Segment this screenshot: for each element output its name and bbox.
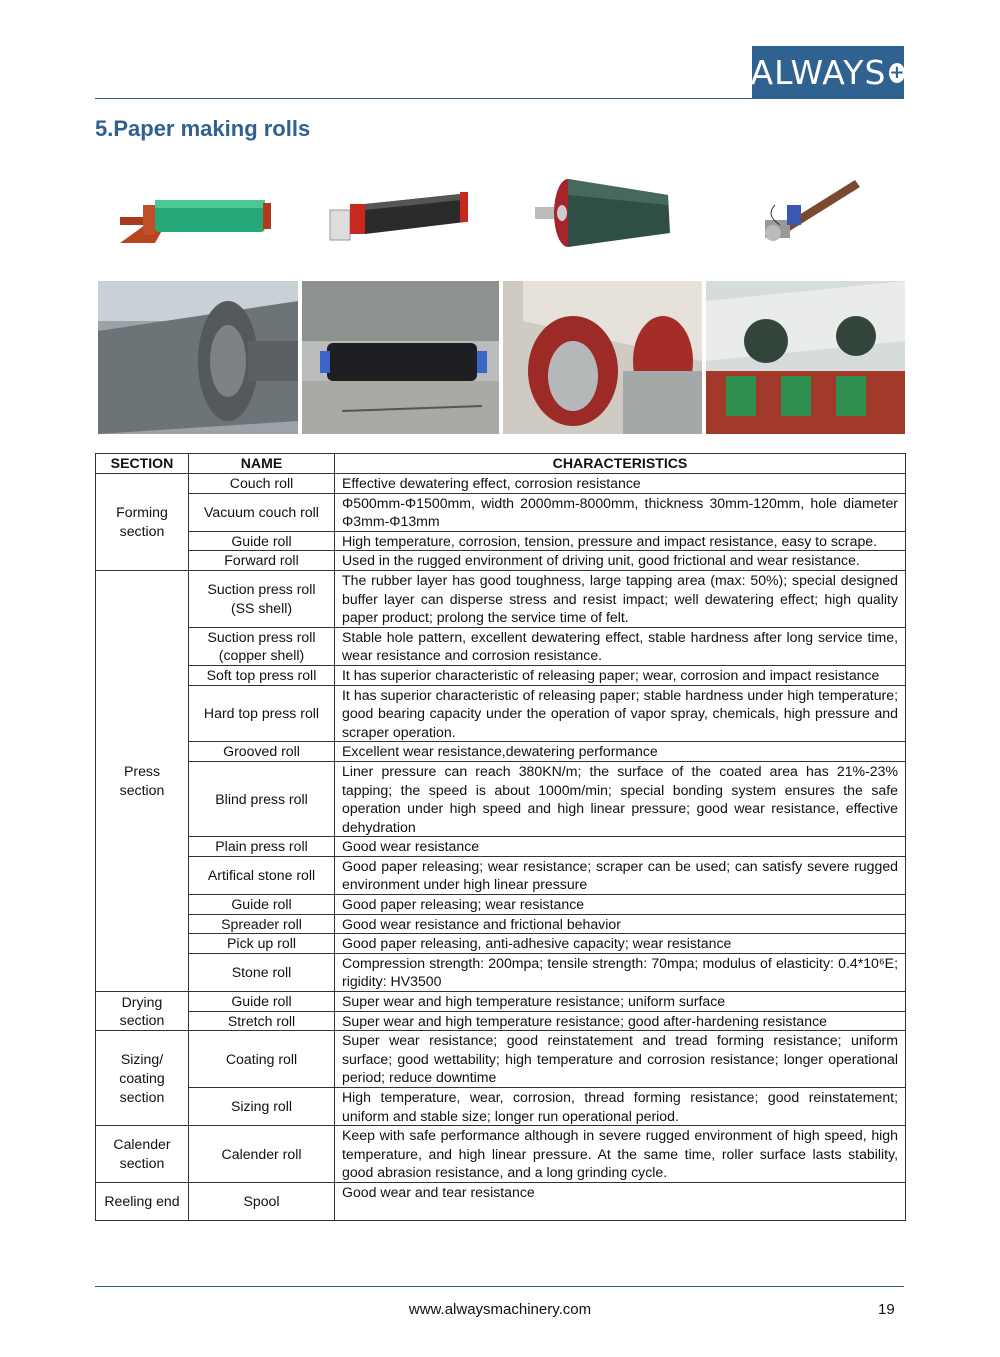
roll-name: Soft top press roll — [189, 665, 335, 685]
table-row — [96, 493, 906, 531]
roll-name: Pick up roll — [189, 934, 335, 954]
roll-name: Stretch roll — [189, 1011, 335, 1031]
roll-name: Artifical stone roll — [189, 856, 335, 894]
roll-characteristics: Good wear and tear resistance — [335, 1182, 906, 1220]
roll-characteristics: Effective dewatering effect, corrosion resistance — [335, 474, 906, 494]
footer-rule — [95, 1286, 904, 1287]
spec-table — [95, 453, 906, 1221]
roll-name: Coating roll — [189, 1031, 335, 1088]
logo-text: ALWAYS — [750, 53, 887, 92]
table-row — [96, 992, 906, 1012]
table-row — [96, 627, 906, 665]
roll-characteristics: Excellent wear resistance,dewatering performance — [335, 742, 906, 762]
roll-characteristics: Liner pressure can reach 380KN/m; the surface of the coated area has 21%-23% tapping; the speed is about 1000m/min; special bonding system ensures the safe operation under high speed and high linear pressure; good wear resistance, effective dehydration — [335, 761, 906, 836]
table-row — [96, 837, 906, 857]
section-cell: Calender section — [96, 1126, 189, 1183]
table-row — [96, 665, 906, 685]
roll-name: Couch roll — [189, 474, 335, 494]
table-row — [96, 953, 906, 991]
footer-website: www.alwaysmachinery.com — [408, 1301, 592, 1318]
table-row — [96, 761, 906, 836]
roll-characteristics: Good wear resistance and frictional behavior — [335, 914, 906, 934]
section-cell: Reeling end — [96, 1182, 189, 1220]
roll-characteristics: High temperature, corrosion, tension, pressure and impact resistance, easy to scrape. — [335, 531, 906, 551]
table-row — [96, 1011, 906, 1031]
large-roll-image — [530, 175, 680, 250]
roll-characteristics: Good paper releasing; wear resistance — [335, 895, 906, 915]
table-row — [96, 685, 906, 742]
roll-characteristics: Used in the rugged environment of driving unit, good frictional and wear resistance. — [335, 551, 906, 571]
roll-name: Stone roll — [189, 953, 335, 991]
roll-characteristics: It has superior characteristic of releasing paper; wear, corrosion and impact resistance — [335, 665, 906, 685]
roll-characteristics: High temperature, wear, corrosion, thread forming resistance; good reinstatement; uniform and stable size; longer run operational period. — [335, 1088, 906, 1126]
roll-name: Grooved roll — [189, 742, 335, 762]
table-row — [96, 1088, 906, 1126]
table-row — [96, 1031, 906, 1088]
roll-characteristics: Keep with safe performance although in severe rugged environment of high speed, high temperature, and high linear pressure. At the same time, roller surface lasts stability, good abrasion resistance, and a long grinding cycle. — [335, 1126, 906, 1183]
table-row — [96, 551, 906, 571]
section-cell: Forming section — [96, 474, 189, 571]
roll-characteristics: Good wear resistance — [335, 837, 906, 857]
header-rule — [95, 98, 752, 99]
table-row — [96, 856, 906, 894]
roll-name: Blind press roll — [189, 761, 335, 836]
roll-characteristics: Good paper releasing, anti-adhesive capacity; wear resistance — [335, 934, 906, 954]
roll-characteristics: Good paper releasing; wear resistance; scraper can be used; can satisfy severe rugged environment under high linear pressure — [335, 856, 906, 894]
header-name: NAME — [189, 454, 335, 474]
roll-name: Spool — [189, 1182, 335, 1220]
industrial-roll-photo-4 — [706, 281, 905, 434]
roll-name: Forward roll — [189, 551, 335, 571]
table-row — [96, 895, 906, 915]
roll-name: Suction press roll (SS shell) — [189, 570, 335, 627]
page-number: 19 — [878, 1301, 895, 1318]
header-section: SECTION — [96, 454, 189, 474]
roll-name: Sizing roll — [189, 1088, 335, 1126]
table-row — [96, 742, 906, 762]
industrial-roll-photo-3 — [503, 281, 702, 434]
roll-name: Calender roll — [189, 1126, 335, 1183]
section-cell: Drying section — [96, 992, 189, 1031]
roll-name: Vacuum couch roll — [189, 493, 335, 531]
brand-logo — [752, 46, 904, 99]
roll-name: Spreader roll — [189, 914, 335, 934]
table-row — [96, 474, 906, 494]
table-row — [96, 531, 906, 551]
industrial-roll-photo-2 — [302, 281, 499, 434]
header-characteristics: CHARACTERISTICS — [335, 454, 906, 474]
roll-name: Hard top press roll — [189, 685, 335, 742]
table-row — [96, 1182, 906, 1220]
section-cell: Sizing/ coating section — [96, 1031, 189, 1126]
section-cell: Press section — [96, 570, 189, 991]
roll-characteristics: Super wear and high temperature resistance; good after-hardening resistance — [335, 1011, 906, 1031]
table-row — [96, 934, 906, 954]
green-roll-image — [115, 195, 275, 250]
roll-characteristics: Super wear and high temperature resistance; uniform surface — [335, 992, 906, 1012]
roll-name: Guide roll — [189, 531, 335, 551]
roll-characteristics: Super wear resistance; good reinstatement and tread forming resistance; uniform surface; good wettability; high temperature and corrosion resistance; longer operational period; reduce downtime — [335, 1031, 906, 1088]
roll-name: Plain press roll — [189, 837, 335, 857]
roll-characteristics: The rubber layer has good toughness, large tapping area (max: 50%); special designed buffer layer can disperse stress and resist impact; well dewatering effect; high quality paper product; prolong the service time of felt. — [335, 570, 906, 627]
calender-roll-image — [755, 175, 865, 250]
table-header-row — [96, 454, 906, 474]
table-row — [96, 914, 906, 934]
industrial-roll-photo-1 — [98, 281, 298, 434]
roll-characteristics: It has superior characteristic of releasing paper; stable hardness under high temperature; good bearing capacity under the operation of vapor spray, chemicals, high pressure and scraper operation. — [335, 685, 906, 742]
table-row — [96, 570, 906, 627]
roll-characteristics: Stable hole pattern, excellent dewatering effect, stable hardness after long service time, wear resistance and corrosion resistance. — [335, 627, 906, 665]
roll-characteristics: Compression strength: 200mpa; tensile strength: 70mpa; modulus of elasticity: 0.4*10⁶E; rigidity: HV3500 — [335, 953, 906, 991]
roll-name: Suction press roll (copper shell) — [189, 627, 335, 665]
page-title: 5.Paper making rolls — [95, 116, 311, 141]
roll-name: Guide roll — [189, 895, 335, 915]
roll-name: Guide roll — [189, 992, 335, 1012]
black-rubber-roll-image — [325, 192, 475, 247]
table-row — [96, 1126, 906, 1183]
roll-characteristics: Φ500mm-Φ1500mm, width 2000mm-8000mm, thickness 30mm-120mm, hole diameter Φ3mm-Φ13mm — [335, 493, 906, 531]
logo-plus-icon: + — [889, 62, 906, 83]
